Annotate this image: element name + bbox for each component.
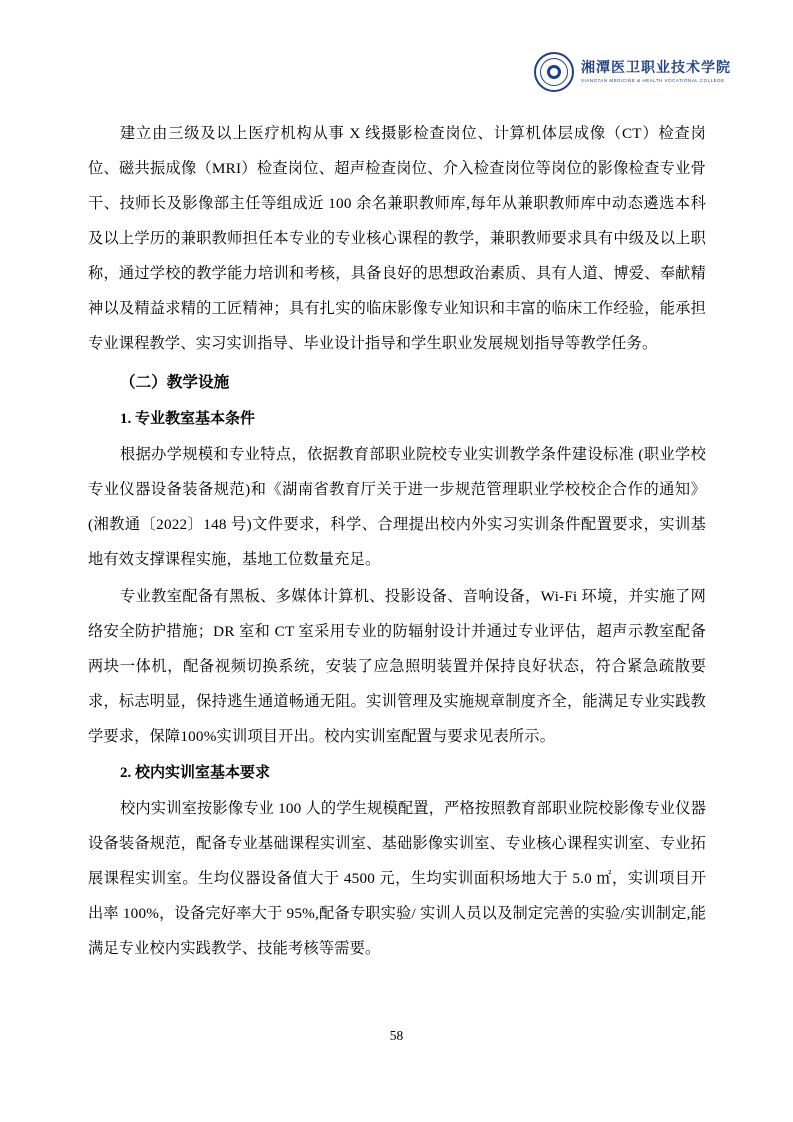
paragraph-classroom-equipment: 专业教室配备有黑板、多媒体计算机、投影设备、音响设备，Wi-Fi 环境，并实施了网络安全防护措施；DR 室和 CT 室采用专业的防辐射设计并通过专业评估，超声示教室配备两块一体机，配备视频切换系统，安装了应急照明装置并保持良好状态，符合紧急疏散要求，标志明显，保持逃生通道畅通无阻。实训管理及实施规章制度齐全，能满足专业实践教学要求，保障100%实训项目开出。校内实训室配置与要求见表所示。 (88, 588, 706, 745)
page-header (534, 52, 731, 92)
heading-lab-requirements: 2. 校内实训室基本要求 (120, 765, 271, 781)
heading-classroom-conditions: 1. 专业教室基本条件 (120, 411, 256, 427)
university-name-cn: 湘潭医卫职业技术学院 (581, 60, 731, 77)
document-body (88, 116, 706, 968)
paragraph-training-conditions: 根据办学规模和专业特点，依据教育部职业院校专业实训教学条件建设标准 (职业学校专业仪器设备装备规范)和《湖南省教育厅关于进一步规范管理职业学校校企合作的通知》 (湘教通〔2022〕148 号)文件要求，科学、合理提出校内外实习实训条件配置要求，实训基地有效支撑课程实施，基地工位数量充足。 (88, 446, 706, 568)
page-number: 58 (389, 1028, 404, 1043)
university-logo-text (581, 60, 731, 83)
university-seal-icon (534, 52, 574, 92)
university-name-en: XIANGTAN MEDICINE & HEALTH VOCATIONAL COLLEGE (581, 78, 725, 84)
paragraph-teaching-staff: 建立由三级及以上医疗机构从事 X 线摄影检查岗位、计算机体层成像（CT）检查岗位、磁共振成像（MRI）检查岗位、超声检查岗位、介入检查岗位等岗位的影像检查专业骨干、技师长及影像部主任等组成近 100 余名兼职教师库,每年从兼职教师库中动态遴选本科及以上学历的兼职教师担任本专业的专业核心课程的教学，兼职教师要求具有中级及以上职称，通过学校的教学能力培训和考核，具备良好的思想政治素质、具有人道、博爱、奉献精神以及精益求精的工匠精神；具有扎实的临床影像专业知识和丰富的临床工作经验，能承担专业课程教学、实习实训指导、毕业设计指导和学生职业发展规划指导等教学任务。 (88, 125, 706, 352)
heading-teaching-facilities: （二）教学设施 (120, 374, 230, 391)
paragraph-lab-configuration: 校内实训室按影像专业 100 人的学生规模配置，严格按照教育部职业院校影像专业仪器设备装备规范，配备专业基础课程实训室、基础影像实训室、专业核心课程实训室、专业拓展课程实训室。生均仪器设备值大于 4500 元，生均实训面积场地大于 5.0 ㎡，实训项目开出率 100%，设备完好率大于 95%,配备专职实验/ 实训人员以及制定完善的实验/实训制定,能满足专业校内实践教学、技能考核等需要。 (88, 800, 706, 957)
